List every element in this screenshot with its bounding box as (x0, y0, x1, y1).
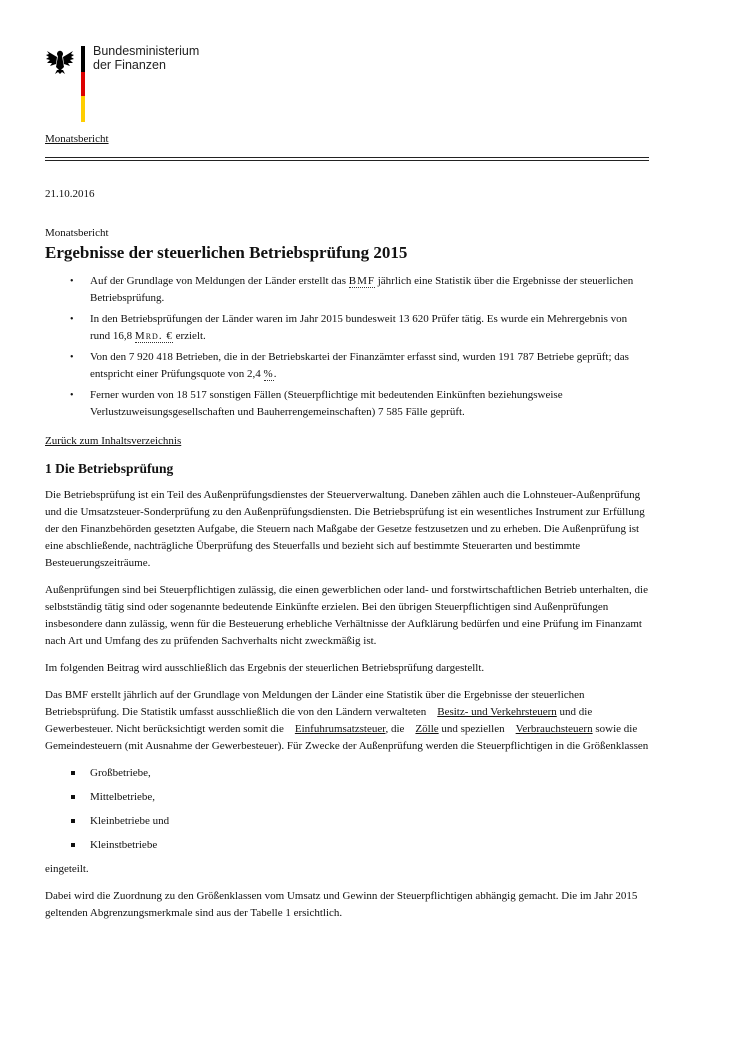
link-einfuhrumsatzsteuer[interactable]: Einfuhrumsatzsteuer (294, 723, 386, 735)
paragraph: Dabei wird die Zuordnung zu den Größenklassen vom Umsatz und Gewinn der Steuerpflichtigen abhängig gemacht. Die im Jahr 2015 geltenden Abgrenzungsmerkmale sind aus der Tabelle 1 ersichtlich. (45, 890, 638, 919)
link-verbrauchsteuern[interactable]: Verbrauchsteuern (515, 723, 593, 735)
paragraph: Die Betriebsprüfung ist ein Teil des Außenprüfungsdienstes der Steuerverwaltung. Daneben zählen auch die Lohnsteuer-Außenprüfung und die Umsatzsteuer-Sonderprüfung zu den Außenprüfungsdiensten. Die Betriebsprüfung ist ein wesentliches Instrument zur Erfüllung der den Finanzbehörden gesetzten Aufgabe, die Steuern nach Maßgabe der Gesetze festzusetzen und zu erheben. Die Außenprüfung ist eine abschließende, nachträgliche Überprüfung des Steuerfalls und bezieht sich auf bestimmte Steuerarten und bestimmte Besteuerungszeiträume. (45, 489, 645, 569)
ministry-logo[interactable] (45, 40, 245, 122)
abbr-mrd[interactable]: Mrd. € (134, 330, 173, 342)
paragraph: Außenprüfungen sind bei Steuerpflichtigen zulässig, die einen gewerblichen oder land- und forstwirtschaftlichen Betrieb unterhalten, die selbstständig tätig sind oder sogenannte bedeutende Einkünfte erzielen. Bei den übrigen Steuerpflichtigen sind Außenprüfungen insbesondere dann zulässig, wenn für die Besteuerung erhebliche Verhältnisse der Aufklärung bedürfen und eine Prüfung im Finanzamt nach Art und Umfang des zu prüfenden Sachverhalts nicht zweckmäßig ist. (45, 584, 648, 647)
article-kicker: Monatsbericht (45, 227, 109, 239)
link-zoelle[interactable]: Zölle (415, 723, 439, 735)
divider (45, 157, 649, 158)
list-item: Mittelbetriebe, (90, 789, 649, 806)
link-besitz-verkehrsteuern[interactable]: Besitz- und Verkehrsteuern (437, 706, 557, 718)
article-body (45, 273, 649, 932)
paragraph: Im folgenden Beitrag wird ausschließlich das Ergebnis der steuerlichen Betriebsprüfung dargestellt. (45, 662, 485, 674)
publish-date: 21.10.2016 (45, 188, 95, 200)
paragraph: eingeteilt. (45, 863, 89, 875)
summary-item: • Von den 7 920 418 Betrieben, die in der Betriebskartei der Finanzämter erfasst sind, wurden 191 787 Betriebe geprüft; das entspricht einer Prüfungsquote von 2,4 %. (90, 349, 649, 383)
federal-eagle-icon (45, 45, 75, 75)
section-title: 1 Die Betriebsprüfung (45, 461, 174, 476)
monatsbericht-link[interactable]: Monatsbericht (45, 133, 109, 145)
flag-bar (81, 46, 85, 122)
divider (45, 160, 649, 161)
article-title: Ergebnisse der steuerlichen Betriebsprüfung 2015 (45, 243, 408, 262)
back-to-contents-link[interactable]: Zurück zum Inhaltsverzeichnis (45, 435, 182, 447)
list-item: Großbetriebe, (90, 765, 649, 782)
abbr-percent[interactable]: % (263, 368, 274, 380)
abbr-bmf[interactable]: BMF (348, 275, 375, 287)
ministry-name (93, 44, 199, 72)
list-item: Kleinstbetriebe (90, 837, 649, 854)
summary-item: • Ferner wurden von 18 517 sonstigen Fällen (Steuerpflichtige mit bedeutenden Einkünften beziehungsweise Verlustzuweisungsgesellschaften und Bauherrengemeinschaften) 7 585 Fälle geprüft. (90, 387, 649, 421)
summary-item: • Auf der Grundlage von Meldungen der Länder erstellt das BMF jährlich eine Statistik über die Ergebnisse der steuerlichen Betriebsprüfung. (90, 273, 649, 307)
summary-list (45, 273, 649, 421)
size-class-list (45, 765, 649, 854)
ministry-name-line1: Bundesministerium (93, 44, 200, 58)
ministry-name-line2: der Finanzen (93, 58, 166, 72)
summary-item: • In den Betriebsprüfungen der Länder waren im Jahr 2015 bundesweit 13 620 Prüfer tätig. Es wurde ein Mehrergebnis von rund 16,8 Mrd. € erzielt. (90, 311, 649, 345)
paragraph: Das BMF erstellt jährlich auf der Grundlage von Meldungen der Länder eine Statistik über die Ergebnisse der steuerlichen Betriebsprüfung. Die Statistik umfasst ausschließlich die von den Ländern verwalteten Besitz- und Verkehrsteuern und die Gewerbesteuer. Nicht berücksichtigt werden somit die Einfuhrumsatzsteuer, die Zölle und speziellen Verbrauchsteuern sowie die Gemeindesteuern (mit Ausnahme der Gewerbesteuer). Für Zwecke der Außenprüfung werden die Steuerpflichtigen in die Größenklassen (45, 689, 649, 752)
list-item: Kleinbetriebe und (90, 813, 649, 830)
